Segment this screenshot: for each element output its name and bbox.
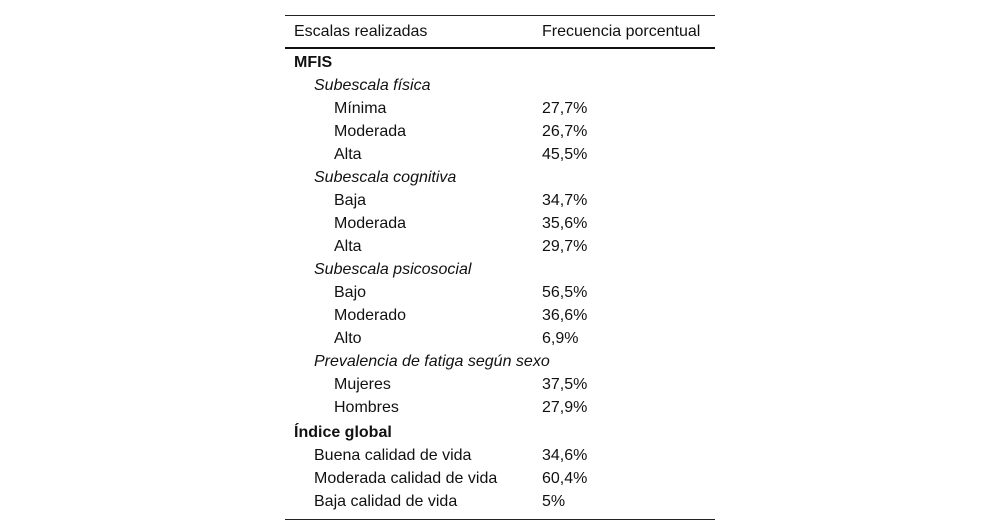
table-header-row xyxy=(285,16,715,47)
table-row xyxy=(285,327,715,350)
row-value: 45,5% xyxy=(542,146,588,163)
row-value: 27,7% xyxy=(542,100,588,117)
section-title: MFIS xyxy=(294,54,333,71)
row-value: 35,6% xyxy=(542,215,588,232)
row-label: Mínima xyxy=(334,100,387,117)
row-value: 37,5% xyxy=(542,376,588,393)
row-label: Hombres xyxy=(334,399,399,416)
row-label: Mujeres xyxy=(334,376,391,393)
table-row xyxy=(285,467,715,490)
row-label: Moderado xyxy=(334,307,407,324)
subsection-fisica xyxy=(285,74,715,97)
row-label: Moderada xyxy=(334,123,407,140)
row-label: Alta xyxy=(334,146,362,163)
row-value: 34,6% xyxy=(542,447,588,464)
subsection-title: Subescala psicosocial xyxy=(314,261,472,278)
row-label: Alta xyxy=(334,238,362,255)
table-row xyxy=(285,373,715,396)
subsection-cognitiva xyxy=(285,166,715,189)
table-row xyxy=(285,396,715,419)
row-value: 6,9% xyxy=(542,330,579,347)
table-row xyxy=(285,281,715,304)
table-bottom-rule xyxy=(285,519,715,520)
header-escalas: Escalas realizadas xyxy=(294,23,428,40)
row-label: Alto xyxy=(334,330,362,347)
table-row xyxy=(285,444,715,467)
table-row xyxy=(285,235,715,258)
row-value: 27,9% xyxy=(542,399,588,416)
subsection-sexo xyxy=(285,350,715,373)
section-title: Índice global xyxy=(294,424,392,441)
table-row xyxy=(285,212,715,235)
row-value: 60,4% xyxy=(542,470,588,487)
subsection-title: Prevalencia de fatiga según sexo xyxy=(314,353,550,370)
row-label: Baja xyxy=(334,192,367,209)
row-label: Moderada xyxy=(334,215,407,232)
table-row xyxy=(285,143,715,166)
subsection-psicosocial xyxy=(285,258,715,281)
table-row xyxy=(285,189,715,212)
row-value: 29,7% xyxy=(542,238,588,255)
subsection-title: Subescala cognitiva xyxy=(314,169,457,186)
row-value: 56,5% xyxy=(542,284,588,301)
row-value: 26,7% xyxy=(542,123,588,140)
table-row xyxy=(285,490,715,513)
row-label: Moderada calidad de vida xyxy=(314,470,498,487)
section-mfis xyxy=(285,51,715,74)
section-indice-global xyxy=(285,421,715,444)
row-label: Baja calidad de vida xyxy=(314,493,458,510)
row-value: 36,6% xyxy=(542,307,588,324)
row-label: Buena calidad de vida xyxy=(314,447,472,464)
row-value: 5% xyxy=(542,493,566,510)
row-value: 34,7% xyxy=(542,192,588,209)
header-frecuencia: Frecuencia porcentual xyxy=(542,23,701,40)
table-row xyxy=(285,120,715,143)
table-row xyxy=(285,304,715,327)
table-row xyxy=(285,97,715,120)
row-label: Bajo xyxy=(334,284,367,301)
results-table xyxy=(285,15,715,520)
subsection-title: Subescala física xyxy=(314,77,431,94)
